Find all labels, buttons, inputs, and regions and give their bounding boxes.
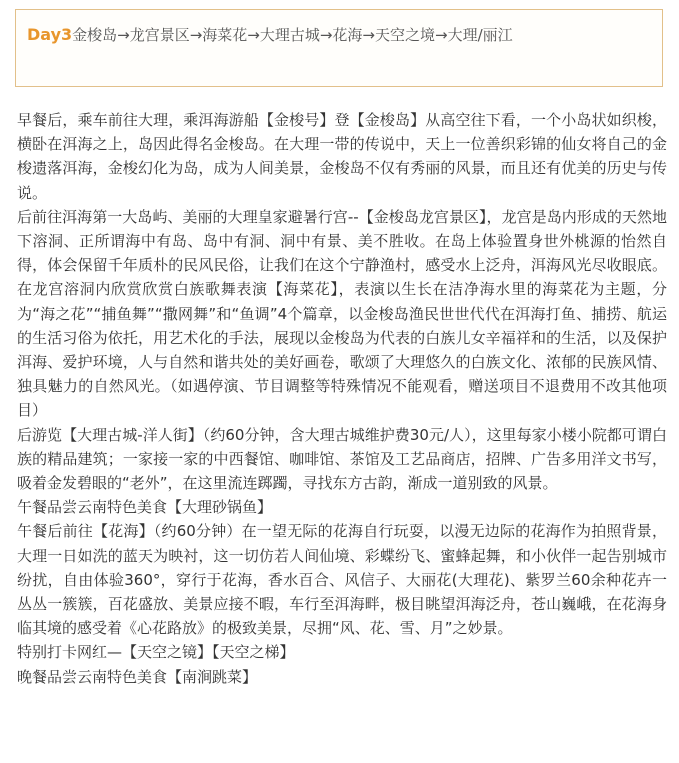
paragraph-flower-sea: 午餐后前往【花海】（约60分钟）在一望无际的花海自行玩耍，以漫无边际的花海作为拍照背景，大理一日如洗的蓝天为映衬，这一切仿若人间仙境、彩蝶纷飞、蜜蜂起舞，和小伙伴一起告别城市纷扰，自由体验360°，穿行于花海，香水百合、风信子、大丽花(大理花)、紫罗兰60余种花卉一丛丛一簇簇，百花盛放、美景应接不暇，车行至洱海畔，极目眺望洱海泛舟，苍山巍峨，在花海身临其境的感受着《心花路放》的极致美景，尽拥“风、花、雪、月”之妙景。 — [17, 522, 667, 638]
itinerary-content — [17, 108, 667, 689]
paragraph-dali-old-town: 后游览【大理古城-洋人街】（约60分钟，含大理古城维护费30元/人），这里每家小楼小院都可谓白族的精品建筑；一家接一家的中西餐馆、咖啡馆、茶馆及工艺品商店，招牌、广告多用洋文书写，吸着金发碧眼的“老外”，在这里流连踯躅，寻找东方古韵，渐成一道别致的风景。 — [17, 425, 667, 493]
paragraph-lunch: 午餐品尝云南特色美食【大理砂锅鱼】 — [17, 498, 273, 517]
paragraph-dinner: 晚餐品尝云南特色美食【南涧跳菜】 — [17, 667, 258, 686]
day-label: Day3 — [27, 25, 73, 44]
paragraph-checkin: 特别打卡网红—【天空之镜】【天空之梯】 — [17, 643, 295, 662]
route-text: 金梭岛→龙宫景区→海菜花→大理古城→花海→天空之境→大理/丽江 — [72, 26, 513, 44]
day-header-box — [15, 9, 663, 87]
day-route-line — [27, 25, 513, 45]
paragraph-jinsuo-island: 早餐后，乘车前往大理，乘洱海游船【金梭号】登【金梭岛】从高空往下看，一个小岛状如织梭，横卧在洱海之上，岛因此得名金梭岛。在大理一带的传说中，天上一位善织彩锦的仙女将自己的金梭遗落洱海，金梭幻化为岛，成为人间美景，金梭岛不仅有秀丽的风景，而且还有优美的历史与传说。 — [17, 111, 667, 202]
paragraph-dragon-palace: 后前往洱海第一大岛屿、美丽的大理皇家避暑行宫--【金梭岛龙宫景区】，龙宫是岛内形成的天然地下溶洞、正所谓海中有岛、岛中有洞、洞中有景、美不胜收。在岛上体验置身世外桃源的怡然自得，体会保留千年质朴的民风民俗，让我们在这个宁静渔村，感受水上泛舟，洱海风光尽收眼底。在龙宫溶洞内欣赏欣赏白族歌舞表演【海菜花】，表演以生长在洁净海水里的海菜花为主题，分为“海之花”“捕鱼舞”“撒网舞”和“鱼调”4个篇章，以金梭岛渔民世世代代在洱海打鱼、捕捞、航运的生活习俗为依托，用艺术化的手法，展现以金梭岛为代表的白族儿女辛福祥和的生活，以及保护洱海、爱护环境，人与自然和谐共处的美好画卷，歌颂了大理悠久的白族文化、浓郁的民族风情、独具魅力的自然风光。（如遇停演、节目调整等特殊情况不能观看，赠送项目不退费用不改其他项目） — [17, 207, 667, 420]
